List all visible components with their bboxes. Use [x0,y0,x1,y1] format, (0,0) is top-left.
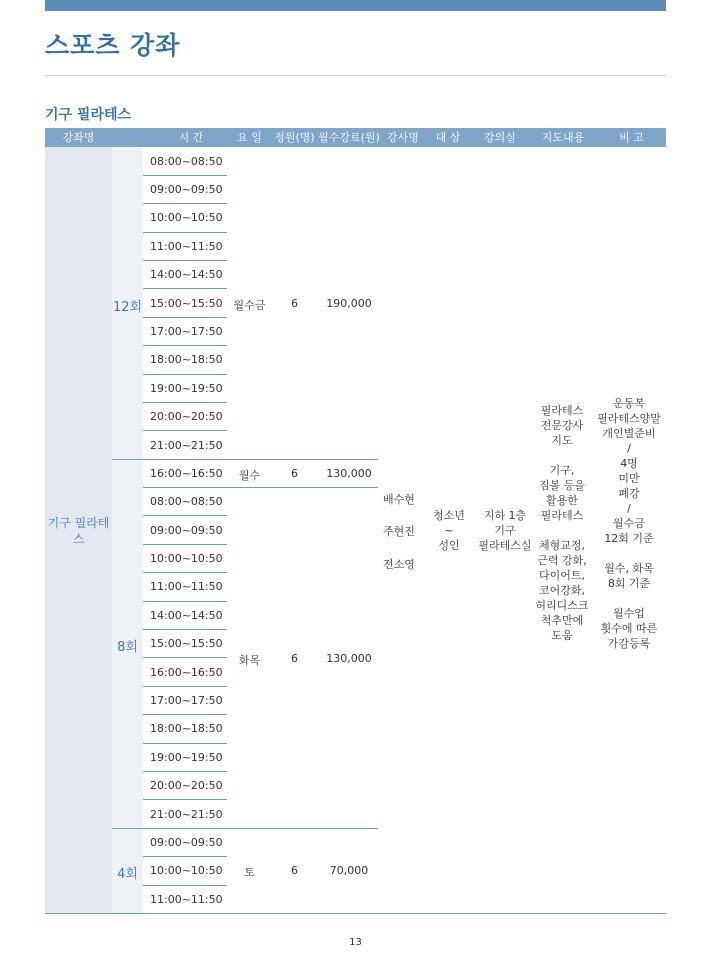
capacity-value: 6 [291,467,298,480]
time-slot: 14:00~14:50 [150,268,223,281]
page-title: 스포츠 강좌 [45,31,181,60]
row-divider [143,885,227,886]
time-slot: 17:00~17:50 [150,325,223,338]
row-divider [143,260,227,261]
time-slot: 10:00~10:50 [150,211,223,224]
capacity-value: 6 [291,864,298,877]
header-days: 요 일 [237,131,262,144]
row-divider [143,317,227,318]
instructor-name: 주현진 [383,525,415,538]
header-content: 지도내용 [541,131,585,144]
time-slot: 08:00~08:50 [150,155,223,168]
days-value: 토 [244,866,255,879]
time-slot: 15:00~15:50 [150,637,223,650]
header-room: 강의실 [484,131,516,144]
time-slot: 16:00~16:50 [150,666,223,679]
row-divider [143,487,378,488]
row-divider [143,629,227,630]
time-slot: 09:00~09:50 [150,183,223,196]
row-divider [143,686,227,687]
row-divider [143,601,227,602]
time-slot: 21:00~21:50 [150,808,223,821]
header-capacity: 정원(명) [274,131,315,144]
row-divider [143,288,227,289]
section-title: 기구 필라테스 [45,107,132,123]
target-audience: 청소년 ~ 성인 [433,509,465,552]
time-slot: 11:00~11:50 [150,240,223,253]
row-divider [143,544,227,545]
row-divider [143,430,227,431]
time-slot: 15:00~15:50 [150,297,223,310]
days-value: 월수 [238,469,261,482]
time-slot: 20:00~20:50 [150,410,223,423]
capacity-value: 6 [291,297,298,310]
fee-value: 130,000 [326,652,372,665]
time-slot: 16:00~16:50 [150,467,223,480]
row-divider [143,714,227,715]
row-divider [143,743,227,744]
time-slot: 21:00~21:50 [150,439,223,452]
header-instructor: 강사명 [387,131,419,144]
row-divider [143,572,227,573]
row-divider [143,203,227,204]
row-divider [143,657,227,658]
time-slot: 18:00~18:50 [150,353,223,366]
row-divider [143,856,227,857]
title-divider [45,75,666,76]
session-count: 12회 [112,300,143,315]
header-course: 강좌명 [62,131,95,144]
teaching-content: 필라테스 전문강사 지도 기구, 짐볼 등을 활용한 필라테스 체형교정, 근력 강화, 다이어트, 코어강화, 허리디스크 척추만에 도움 [535,404,589,642]
row-divider [143,232,227,233]
days-value: 월수금 [233,299,266,312]
row-divider [143,515,227,516]
instructor-name: 배수현 [383,493,415,506]
row-divider [112,459,378,460]
header-time: 시 간 [178,131,204,144]
session-count: 8회 [117,640,138,655]
classroom: 지하 1층 기구 필라테스실 [478,509,532,552]
remarks: 운동복 필라테스양말 개인별준비 / 4명 미만 폐강 / 월수금 12회 기준 월수, 화목 8회 기준 월수업 횟수에 따른 가감등록 [597,397,661,650]
header-remarks: 비 고 [619,131,644,144]
session-count: 4회 [117,867,138,882]
row-divider [143,771,227,772]
days-value: 화목 [238,654,261,667]
time-slot: 09:00~09:50 [150,524,223,537]
session-count-column [112,147,143,914]
row-divider [143,799,227,800]
header-fee: 월수강료(원) [318,131,380,144]
capacity-value: 6 [291,652,298,665]
fee-value: 130,000 [326,467,372,480]
time-slot: 11:00~11:50 [150,893,223,906]
row-divider [143,175,227,176]
row-divider [143,374,227,375]
time-slot: 09:00~09:50 [150,836,223,849]
time-slot: 20:00~20:50 [150,779,223,792]
time-slot: 08:00~08:50 [150,495,223,508]
time-slot: 10:00~10:50 [150,552,223,565]
row-divider [112,828,378,829]
course-name: 기구 필라테스 [47,516,110,546]
time-slot: 11:00~11:50 [150,580,223,593]
table-bottom-rule [45,913,666,914]
row-divider [143,402,227,403]
row-divider [143,345,227,346]
fee-value: 70,000 [329,864,369,877]
page-number: 13 [349,937,362,948]
time-slot: 10:00~10:50 [150,864,223,877]
time-slot: 17:00~17:50 [150,694,223,707]
fee-value: 190,000 [326,297,372,310]
table-header [45,128,666,147]
header-target: 대 상 [435,131,461,144]
time-slot: 18:00~18:50 [150,722,223,735]
top-accent-bar [45,0,666,11]
time-slot: 19:00~19:50 [150,382,223,395]
time-slot: 19:00~19:50 [150,751,223,764]
time-slot: 14:00~14:50 [150,609,223,622]
instructor-name: 전소영 [383,558,415,571]
